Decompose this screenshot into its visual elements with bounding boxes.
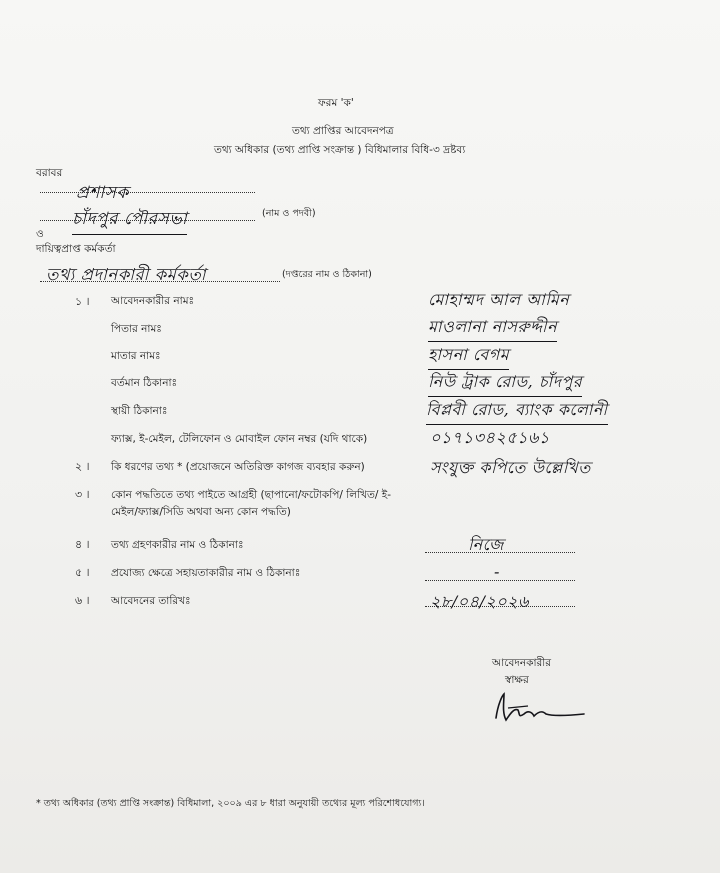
form-subtitle: তথ্য অধিকার (তথ্য প্রাপ্তি সংক্রান্ত ) বিধিমালার বিধি-৩ দ্রষ্টব্য [214, 144, 466, 156]
handwritten-present-address: নিউ ট্রাক রোড, চাঁদপুর [428, 369, 582, 397]
office-hint: (দপ্তরের নাম ও ঠিকানা) [282, 269, 372, 280]
footnote: * তথ্য অধিকার (তথ্য প্রাপ্তি সংক্রান্ত) বিধিমালা, ২০০৯ এর ৮ ধারা অনুযায়ী তথ্যের মূল্য পরিশোধযোগ্য। [36, 798, 425, 809]
handwritten-info-requested: সংযুক্ত কপিতে উল্লেখিত [430, 458, 591, 477]
to-label: বরাবর [36, 167, 63, 179]
handwritten-assistant: - [494, 562, 500, 581]
item-label-contact: ফ্যাক্স, ই-মেইল, টেলিফোন ও মোবাইল ফোন নম্বর (যদি থাকে) [111, 433, 368, 445]
name-designation-hint: (নাম ও পদবী) [262, 208, 316, 219]
item-label-assistant: প্রযোজ্য ক্ষেত্রে সহায়তাকারীর নাম ও ঠিকানাঃ [111, 567, 301, 579]
item-label-father: পিতার নামঃ [111, 323, 162, 335]
form-title: তথ্য প্রাপ্তির আবেদনপত্র [292, 125, 394, 137]
item-number: ৪ । [75, 538, 90, 551]
item-number: ৫ । [75, 566, 90, 579]
handwritten-permanent-address: বিপ্লবী রোড, ব্যাংক কলোনী [426, 397, 608, 425]
applicant-label: আবেদনকারীর [492, 657, 552, 669]
item-number: ৩ । [75, 488, 90, 501]
handwritten-designation: প্রশাসক [76, 183, 129, 203]
item-label-mother: মাতার নামঃ [111, 350, 161, 362]
item-label-method: কোন পদ্ধতিতে তথ্য পাইতে আগ্রহী (ছাপানো/ফটোকপি/ লিখিত/ ই- [111, 489, 391, 501]
item-number: ৬ । [75, 594, 90, 607]
handwritten-receiver: নিজে [468, 535, 504, 554]
handwritten-mother-name: হাসনা বেগম [428, 342, 509, 370]
dotted-line [425, 580, 575, 581]
handwritten-office: চাঁদপুর পৌরসভা [72, 206, 187, 235]
item-label-method-cont: মেইল/ফ্যাক্স/সিডি অথবা অন্য কোন পদ্ধতি) [111, 506, 291, 518]
and-label: ও [36, 228, 44, 240]
sign-label: স্বাক্ষর [505, 674, 529, 686]
handwritten-applicant-name: মোহাম্মদ আল আমিন [428, 290, 570, 309]
item-label-receiver: তথ্য গ্রহণকারীর নাম ও ঠিকানাঃ [111, 539, 244, 551]
form-name: ফরম 'ক' [318, 97, 354, 109]
item-number: ২ । [75, 460, 90, 473]
handwritten-officer: তথ্য প্রদানকারী কর্মকর্তা [46, 265, 206, 284]
responsible-officer-label: দায়িত্বপ্রাপ্ত কর্মকর্তা [36, 243, 116, 255]
item-label-info-type: কি ধরণের তথ্য * (প্রয়োজনে অতিরিক্ত কাগজ ব্যবহার করুন) [111, 461, 365, 473]
item-number: ১ । [75, 295, 90, 308]
handwritten-phone: ০১৭১৩৪২৫১৬১ [430, 428, 550, 447]
handwritten-father-name: মাওলানা নাসরুদ্দীন [428, 314, 557, 342]
handwritten-date: ২৮/০৪/২০২৬ [430, 592, 529, 611]
dotted-line [40, 192, 255, 193]
item-label-applicant-name: আবেদনকারীর নামঃ [111, 295, 195, 307]
signature-scribble [488, 690, 598, 726]
item-label-present-address: বর্তমান ঠিকানাঃ [111, 377, 178, 389]
item-label-permanent-address: স্থায়ী ঠিকানাঃ [111, 405, 168, 417]
item-label-date: আবেদনের তারিখঃ [111, 595, 191, 607]
